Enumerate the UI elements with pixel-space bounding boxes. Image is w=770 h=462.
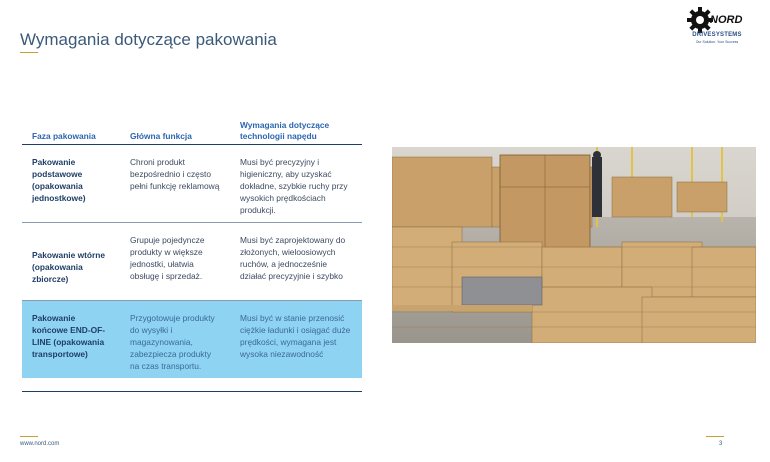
row-requirements: Musi być precyzyjny i higieniczny, aby uzyskać dokładne, szybkie ruchy przy wysokich prędkościach produkcji. — [230, 145, 362, 223]
warehouse-photo — [392, 147, 756, 343]
logo-mark-text: NORD — [710, 14, 743, 26]
gear-logo-icon — [686, 6, 748, 34]
row-requirements: Musi być w stanie przenosić ciężkie ładunki i osiągać duże prędkości, wymagana jest wysoka niezawodność — [230, 301, 362, 379]
footer-accent-line-right — [706, 436, 724, 437]
page-title: Wymagania dotyczące pakowania — [20, 30, 277, 49]
row-function: Grupuje pojedyncze produkty w większe jednostki, ułatwia obsługę i sprzedaż. — [120, 223, 230, 301]
row-phase: Pakowanie wtórne (opakowania zbiorcze) — [22, 223, 120, 301]
footer-accent-line-left — [20, 436, 38, 437]
table-bottom-rule — [22, 391, 362, 392]
header-requirements: Wymagania dotyczące technologii napędu — [230, 118, 362, 145]
table-row — [22, 223, 362, 301]
logo-brand-text: DRIVESYSTEMS — [692, 32, 742, 38]
logo-tagline: Our Solution. Your Success — [695, 40, 739, 44]
title-accent-line — [20, 52, 38, 53]
footer-url[interactable]: www.nord.com — [20, 441, 60, 447]
row-phase: Pakowanie podstawowe (opakowania jednostkowe) — [22, 145, 120, 223]
nord-logo — [686, 6, 748, 48]
row-function: Chroni produkt bezpośrednio i często pełni funkcję reklamową — [120, 145, 230, 223]
header-function: Główna funkcja — [120, 118, 230, 145]
row-requirements: Musi być zaprojektowany do złożonych, wieloosiowych ruchów, a jednocześnie działać precyzyjnie i szybko — [230, 223, 362, 301]
page-number: 3 — [719, 441, 723, 447]
table-row-highlighted — [22, 301, 362, 379]
row-phase: Pakowanie końcowe END-OF-LINE (opakowania transportowe) — [22, 301, 120, 379]
row-function: Przygotowuje produkty do wysyłki i magazynowania, zabezpiecza produkty na czas transportu. — [120, 301, 230, 379]
header-phase: Faza pakowania — [22, 118, 120, 145]
packaging-requirements-table — [22, 118, 362, 378]
table-header-row — [22, 118, 362, 145]
table-row — [22, 145, 362, 223]
